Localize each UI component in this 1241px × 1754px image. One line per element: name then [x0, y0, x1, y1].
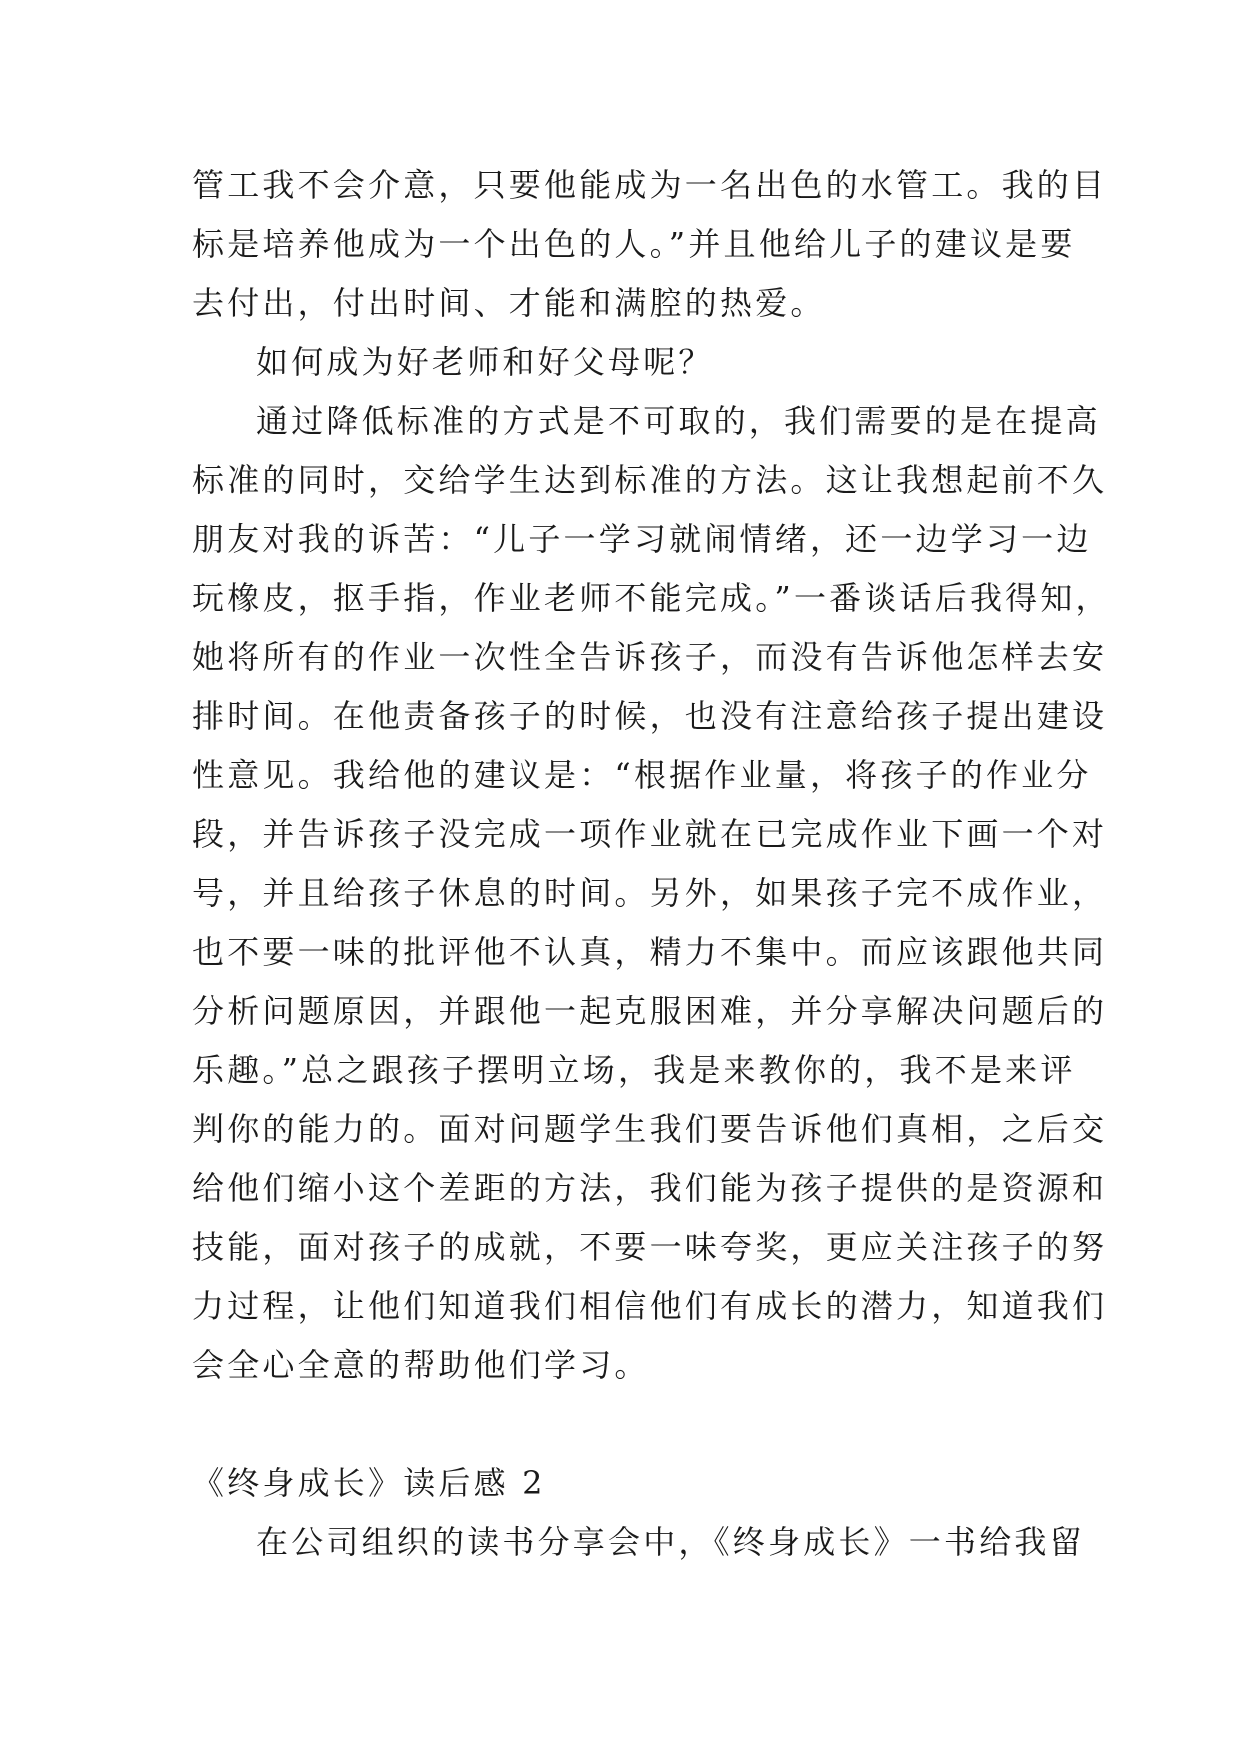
text-line: 去付出，付出时间、才能和满腔的热爱。: [192, 284, 826, 322]
text-line: 玩橡皮，抠手指，作业老师不能完成。”一番谈话后我得知，: [192, 579, 1111, 617]
text-line: 标准的同时，交给学生达到标准的方法。这让我想起前不久: [192, 461, 1108, 499]
text-line: 也不要一味的批评他不认真，精力不集中。而应该跟他共同: [192, 933, 1108, 971]
text-line: 朋友对我的诉苦：“儿子一学习就闹情绪，还一边学习一边: [192, 520, 1092, 558]
text-line: 段，并告诉孩子没完成一项作业就在已完成作业下画一个对: [192, 815, 1108, 853]
text-line: 性意见。我给他的建议是：“根据作业量，将孩子的作业分: [192, 756, 1092, 794]
text-line: 排时间。在他责备孩子的时候，也没有注意给孩子提出建设: [192, 697, 1108, 735]
section-first-line: 在公司组织的读书分享会中，《终身成长》一书给我留: [256, 1523, 1085, 1561]
text-line: 判你的能力的。面对问题学生我们要告诉他们真相，之后交: [192, 1110, 1108, 1148]
section-title: 《终身成长》读后感 2: [192, 1464, 546, 1502]
text-line: 标是培养他成为一个出色的人。”并且他给儿子的建议是要: [192, 225, 1076, 263]
text-line: 给他们缩小这个差距的方法，我们能为孩子提供的是资源和: [192, 1169, 1108, 1207]
text-line: 力过程，让他们知道我们相信他们有成长的潜力，知道我们: [192, 1287, 1108, 1325]
paragraph-start: 通过降低标准的方式是不可取的，我们需要的是在提高: [256, 402, 1101, 440]
text-line: 技能，面对孩子的成就，不要一味夸奖，更应关注孩子的努: [192, 1228, 1108, 1266]
text-line: 乐趣。”总之跟孩子摆明立场，我是来教你的，我不是来评: [192, 1051, 1076, 1089]
text-line: 管工我不会介意，只要他能成为一名出色的水管工。我的目: [192, 166, 1108, 204]
text-line: 会全心全意的帮助他们学习。: [192, 1346, 650, 1384]
paragraph-question: 如何成为好老师和好父母呢？: [256, 343, 714, 381]
text-line: 分析问题原因，并跟他一起克服困难，并分享解决问题后的: [192, 992, 1108, 1030]
text-line: 号，并且给孩子休息的时间。另外，如果孩子完不成作业，: [192, 874, 1108, 912]
text-line: 她将所有的作业一次性全告诉孩子，而没有告诉他怎样去安: [192, 638, 1108, 676]
